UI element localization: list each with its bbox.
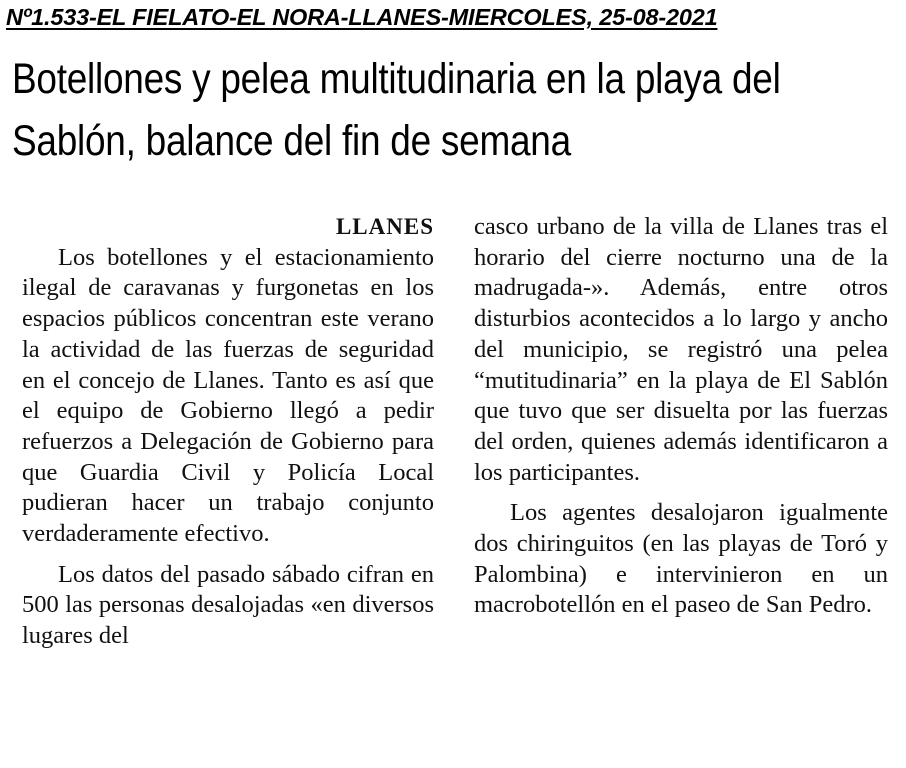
article-paragraph: Los datos del pasado sábado cifran en 500 las personas desalojadas «en diversos lugares del [22, 560, 434, 650]
newspaper-masthead: Nº1.533-EL FIELATO-EL NORA-LLANES-MIERCOLES, 25-08-2021 [6, 4, 718, 30]
article-column-right [474, 212, 888, 621]
article-paragraph: Los botellones y el estacionamiento ilegal de caravanas y furgonetas en los espacios públicos concentran este verano la actividad de las fuerzas de seguridad en el concejo de Llanes. Tanto es así que el equipo de Gobierno llegó a pedir refuerzos a Delegación de Gobierno para que Guardia Civil y Policía Local pudieran hacer un trabajo conjunto verdaderamente efectivo. [22, 243, 434, 548]
article-column-left [22, 212, 434, 652]
article-paragraph: casco urbano de la villa de Llanes tras el horario del cierre nocturno una de la madrugada-». Además, entre otros disturbios acontecidos a lo largo y ancho del municipio, se registró una pelea “mutitudinaria” en la playa de El Sablón que tuvo que ser disuelta por las fuerzas del orden, quienes además identificaron a los participantes. [474, 213, 888, 486]
article-paragraph: Los agentes desalojaron igualmente dos chiringuitos (en las playas de Toró y Palombina) e intervinieron en un macrobotellón en el paseo de San Pedro. [474, 499, 888, 619]
dateline: LLANES [335, 214, 434, 239]
article-headline: Botellones y pelea multitudinaria en la playa del Sablón, balance del fin de semana [12, 55, 781, 165]
